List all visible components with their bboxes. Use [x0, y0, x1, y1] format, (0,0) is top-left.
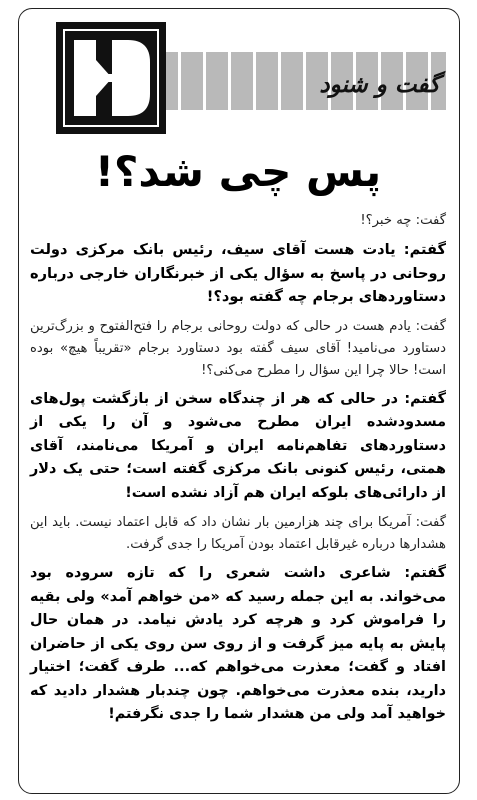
column-name: گفت و شنود [319, 72, 440, 98]
dialogue-asked: گفتم: یادت هست آقای سیف، رئیس بانک مرکزی دولت روحانی در پاسخ به سؤال یکی از خبرنگاران خارجی درباره دستاوردهای برجام چه گفته بود؟! [30, 241, 446, 305]
dialogue-said: گفت: چه خبر؟! [360, 213, 446, 228]
publication-logo [56, 22, 166, 134]
article-headline: پس چی شد؟! [94, 147, 382, 196]
column-header [34, 22, 446, 134]
dialogue-said: گفت: آمریکا برای چند هزارمین بار نشان داد که قابل اعتماد نیست. باید این هشدارها درباره غیرقابل اعتماد بودن آمریکا را جدی گرفت. [30, 515, 446, 552]
dialogue-said: گفت: یادم هست در حالی که دولت روحانی برجام را فتح‌الفتوح و بزرگ‌ترین دستاورد می‌نامید! آقای سیف گفته بود دستاورد برجام «تقریباً هیچ» بوده است! حالا چرا این سؤال را مطرح می‌کنی؟! [30, 318, 446, 378]
dialogue-asked: گفتم: شاعری داشت شعری را که تازه سروده بود می‌خواند. به این جمله رسید که «من خواهم آمد» ولی بقیه را فراموش کرد و هرچه کرد یادش نیامد. در همان حال پایش به پایه میز گرفت و از روی سن روی یکی از حاضران افتاد و گفت؛ معذرت می‌خواهم که... طرف گفت؛ اختیار دارید، بنده معذرت می‌خواهم. چون چندبار هشدار دادید که خواهید آمد ولی من هشدار شما را جدی نگرفتم! [30, 565, 446, 722]
logo-mark-icon [56, 22, 166, 134]
dialogue-asked: گفتم: در حالی که هر از چندگاه سخن از بازگشت پول‌های مسدودشده ایران مطرح می‌شود و آن را یکی از دستاوردهای تفاهم‌نامه ایران و آمریکا می‌نامند، آقای همتی، رئیس کنونی بانک مرکزی گفته است؛ حتی یک دلار از دارائی‌های بلوکه ایران هم آزاد نشده است! [30, 390, 446, 501]
article-body [30, 210, 446, 734]
